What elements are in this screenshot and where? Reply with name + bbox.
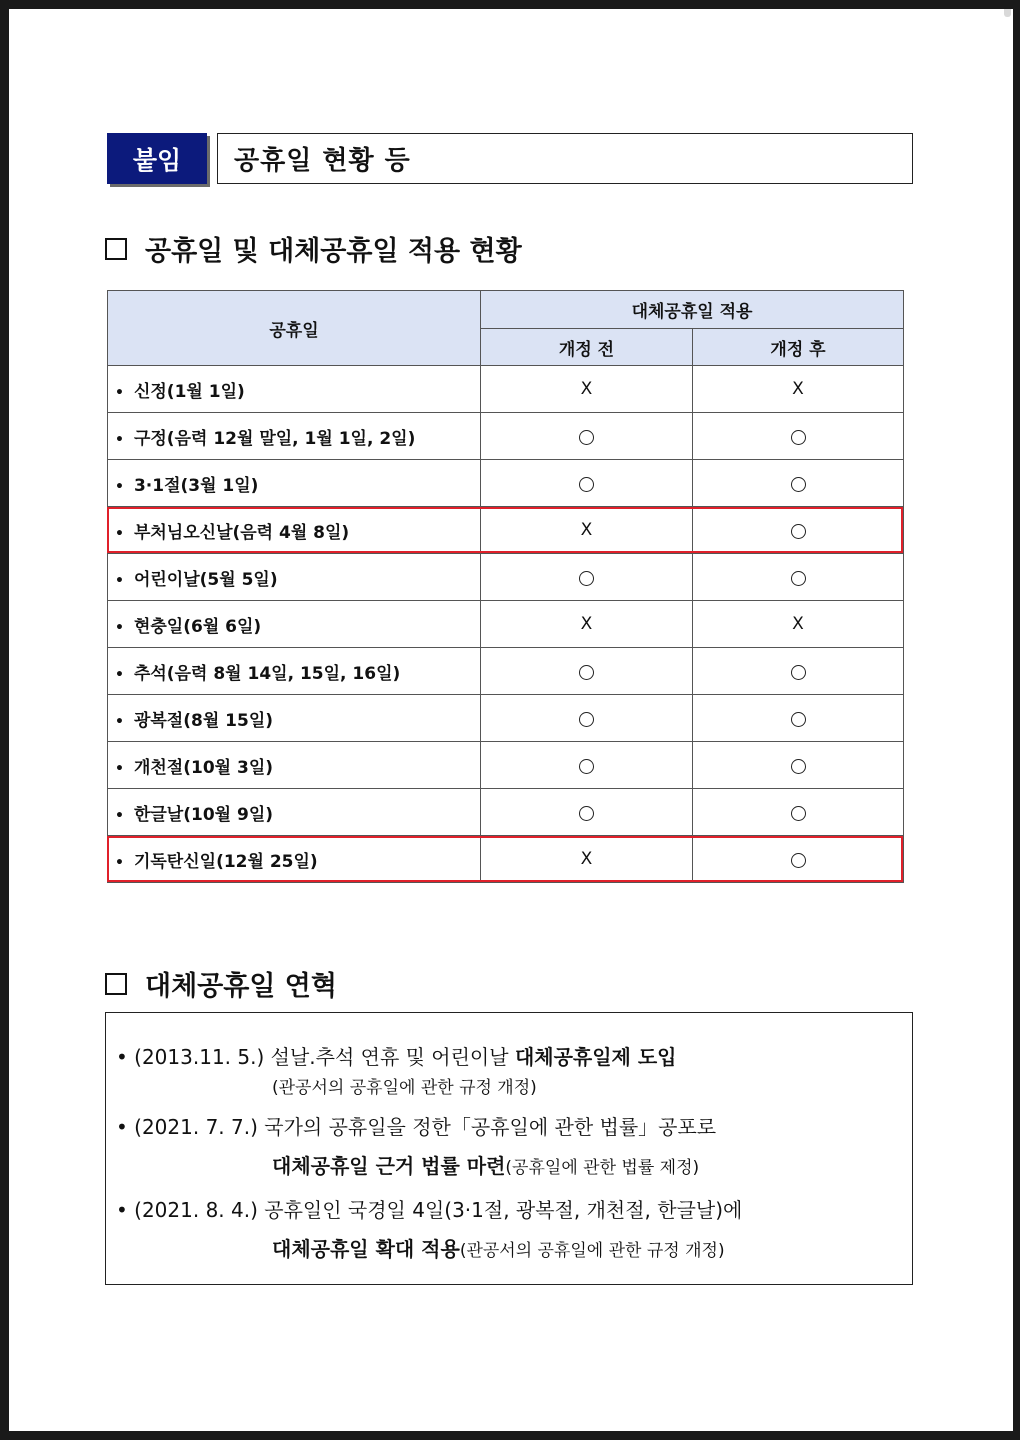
holiday-table [107,290,904,883]
x-mark: X [580,379,593,399]
circle-mark-icon [579,477,594,492]
applies-after-cell [693,507,904,554]
circle-mark-icon [791,853,806,868]
holiday-row [108,742,904,789]
bullet-icon: • [116,1045,128,1069]
circle-mark-icon [791,806,806,821]
holiday-name: 3·1절(3월 1일) [133,475,259,496]
circle-mark-icon [791,477,806,492]
applies-after-cell [693,554,904,601]
holiday-row [108,836,904,883]
applies-before-cell [481,366,693,413]
holiday-row [108,507,904,554]
holiday-row [108,601,904,648]
header-after-revision: 개정 후 [693,329,904,366]
applies-after-cell [693,789,904,836]
circle-mark-icon [791,665,806,680]
bullet-icon: • [115,384,124,401]
history-date: (2013.11. 5.) [134,1045,265,1069]
applies-after-cell [693,460,904,507]
bullet-icon: • [115,619,124,636]
history-line2 [272,1233,725,1262]
applies-before-cell [481,507,693,554]
circle-mark-icon [791,430,806,445]
holiday-name-cell [108,648,481,695]
holiday-row [108,789,904,836]
history-line2 [272,1150,699,1179]
scroll-indicator[interactable] [1004,9,1011,17]
applies-after-cell [693,366,904,413]
applies-before-cell [481,742,693,789]
applies-after-cell [693,648,904,695]
bullet-icon: • [115,713,124,730]
applies-before-cell [481,836,693,883]
history-note: (공휴일에 관한 법률 제정) [505,1158,700,1178]
bullet-icon: • [115,666,124,683]
circle-mark-icon [579,806,594,821]
attachment-badge: 붙임 [107,133,207,184]
holiday-name: 추석(음력 8월 14일, 15일, 16일) [133,663,401,684]
history-item [116,1047,676,1067]
holiday-name: 광복절(8월 15일) [133,710,274,731]
section-heading-status [105,229,522,268]
history-note: (관공서의 공휴일에 관한 규정 개정) [272,1078,537,1098]
holiday-row [108,460,904,507]
document-page [9,9,1013,1431]
circle-mark-icon [791,571,806,586]
header-holiday: 공휴일 [108,291,481,366]
holiday-name-cell [108,554,481,601]
holiday-name-cell [108,413,481,460]
holiday-row [108,554,904,601]
holiday-name: 신정(1월 1일) [133,381,245,402]
circle-mark-icon [579,665,594,680]
holiday-name: 기독탄신일(12월 25일) [133,851,318,872]
circle-mark-icon [579,571,594,586]
applies-after-cell [693,742,904,789]
history-date: (2021. 8. 4.) [134,1198,258,1222]
holiday-name: 한글날(10월 9일) [133,804,274,825]
applies-before-cell [481,789,693,836]
holiday-name-cell [108,366,481,413]
section-title-history: 대체공휴일 연혁 [145,971,337,1002]
checkbox-square-icon [105,238,127,260]
bullet-icon: • [115,807,124,824]
x-mark: X [792,614,804,634]
x-mark: X [792,379,804,399]
history-date: (2021. 7. 7.) [134,1115,258,1139]
applies-before-cell [481,460,693,507]
holiday-name-cell [108,460,481,507]
applies-after-cell [693,836,904,883]
circle-mark-icon [791,712,806,727]
history-bold-text: 대체공휴일 근거 법률 마련 [272,1154,506,1178]
history-box [105,1012,913,1285]
circle-mark-icon [579,712,594,727]
history-text: 국가의 공휴일을 정한「공휴일에 관한 법률」공포로 [264,1115,717,1139]
circle-mark-icon [579,759,594,774]
bullet-icon: • [115,478,124,495]
history-item [116,1200,742,1220]
bullet-icon: • [116,1115,128,1139]
circle-mark-icon [791,524,806,539]
holiday-name-cell [108,695,481,742]
holiday-name-cell [108,789,481,836]
bullet-icon: • [115,760,124,777]
applies-before-cell [481,554,693,601]
bullet-icon: • [115,854,124,871]
bullet-icon: • [115,431,124,448]
applies-before-cell [481,648,693,695]
header-before-revision: 개정 전 [481,329,693,366]
holiday-name: 부처님오신날(음력 4월 8일) [133,522,350,543]
holiday-name-cell [108,601,481,648]
bullet-icon: • [116,1198,128,1222]
history-bold-text: 대체공휴일 확대 적용 [272,1237,460,1261]
holiday-row [108,648,904,695]
history-text: 설날.추석 연휴 및 어린이날 [270,1045,515,1069]
holiday-name-cell [108,742,481,789]
history-note: (관공서의 공휴일에 관한 규정 개정) [459,1241,725,1261]
holiday-name: 어린이날(5월 5일) [133,569,278,590]
applies-before-cell [481,601,693,648]
holiday-name: 구정(음력 12월 말일, 1월 1일, 2일) [133,428,416,449]
holiday-row [108,366,904,413]
section-heading-history [105,964,337,1003]
holiday-name-cell [108,507,481,554]
holiday-row [108,413,904,460]
applies-after-cell [693,695,904,742]
document-title-box [217,133,913,184]
applies-before-cell [481,695,693,742]
checkbox-square-icon [105,973,127,995]
holiday-name: 현충일(6월 6일) [133,616,262,637]
x-mark: X [580,849,593,869]
applies-after-cell [693,601,904,648]
history-item [116,1117,716,1137]
bullet-icon: • [115,525,124,542]
x-mark: X [580,520,593,540]
bullet-icon: • [115,572,124,589]
holiday-name: 개천절(10월 3일) [133,757,274,778]
header-substitute-group: 대체공휴일 적용 [481,291,904,329]
history-text: 공휴일인 국경일 4일(3·1절, 광복절, 개천절, 한글날)에 [264,1198,743,1222]
document-title: 공휴일 현황 등 [234,146,411,176]
section-title-status: 공휴일 및 대체공휴일 적용 현황 [145,236,522,267]
applies-before-cell [481,413,693,460]
circle-mark-icon [791,759,806,774]
holiday-row [108,695,904,742]
circle-mark-icon [579,430,594,445]
holiday-name-cell [108,836,481,883]
applies-after-cell [693,413,904,460]
x-mark: X [580,614,593,634]
history-bold-text: 대체공휴일제 도입 [514,1045,677,1069]
